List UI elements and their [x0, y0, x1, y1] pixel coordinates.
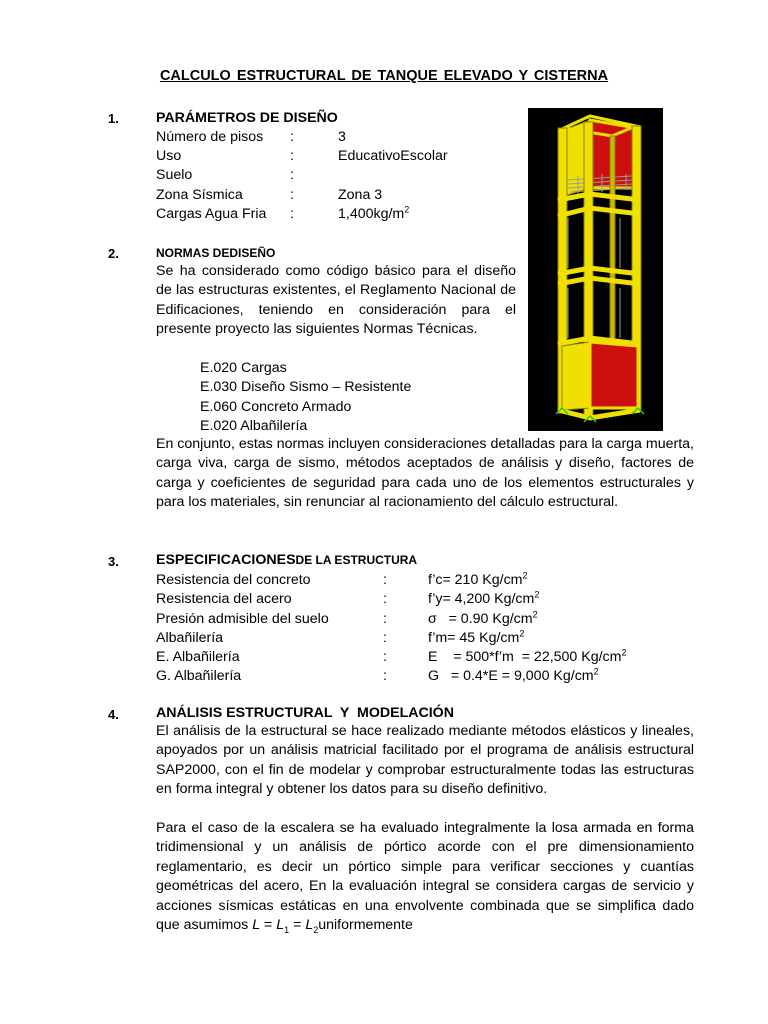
section-3-heading-a: ESPECIFICACIONES [156, 552, 296, 568]
param-separator: : [290, 167, 294, 183]
param-separator: : [290, 187, 294, 203]
spec-value [428, 629, 524, 648]
param-value: Zona 3 [338, 187, 383, 203]
section-4-paragraph-2 [156, 819, 694, 935]
section-2-number: 2. [108, 246, 119, 261]
spec-value [428, 610, 538, 629]
spec-label: E. Albañilería [156, 649, 240, 665]
spec-label: Albañilería [156, 630, 224, 646]
spec-separator: : [383, 668, 387, 684]
beams [558, 194, 640, 344]
bottom-panel-left [562, 342, 590, 410]
superscript: 2 [404, 204, 410, 215]
section-1-heading: PARÁMETROS DE DISEÑO [156, 110, 338, 126]
spec-label: Presión admisible del suelo [156, 611, 329, 627]
bottom-panel-right [590, 342, 638, 408]
section-2-heading: NORMAS DEDISEÑO [156, 246, 276, 260]
param-label: Número de pisos [156, 129, 264, 145]
document-title: CALCULO ESTRUCTURAL DE TANQUE ELEVADO Y CISTERNA [159, 68, 609, 84]
norm-item: E.030 Diseño Sismo – Resistente [200, 379, 412, 395]
spec-value-text: f’y= 4,200 Kg/cm [428, 591, 535, 607]
superscript: 2 [519, 628, 525, 639]
param-separator: : [290, 129, 294, 145]
superscript: 2 [621, 647, 627, 658]
param-value-text: 1,400kg/m [338, 206, 405, 222]
spec-value [428, 667, 599, 686]
section-1-number: 1. [108, 111, 119, 126]
section-4-heading: ANÁLISIS ESTRUCTURAL Y MODELACIÓN [156, 705, 454, 721]
spec-value-text: f’m= 45 Kg/cm [428, 630, 520, 646]
eq-L1: L [276, 917, 285, 934]
section-3-number: 3. [108, 554, 119, 569]
param-label: Uso [156, 148, 182, 164]
superscript: 2 [534, 589, 540, 600]
spec-separator: : [383, 611, 387, 627]
param-value [338, 205, 409, 224]
norm-item: E.020 Albañilería [200, 418, 308, 434]
eq-equals: = [289, 917, 306, 934]
superscript: 2 [593, 666, 599, 677]
spec-value [428, 590, 539, 609]
spec-separator: : [383, 649, 387, 665]
spec-separator: : [383, 630, 387, 646]
spec-separator: : [383, 572, 387, 588]
norm-item: E.020 Cargas [200, 360, 287, 376]
section-4-number: 4. [108, 707, 119, 722]
eq-subscript-1: 1 [284, 924, 290, 935]
eq-tail: uniformemente [318, 917, 413, 934]
param-separator: : [290, 206, 294, 222]
spec-label: G. Albañilería [156, 668, 242, 684]
eq-L: L [252, 917, 261, 934]
param-label: Suelo [156, 167, 193, 183]
spec-separator: : [383, 591, 387, 607]
spec-label: Resistencia del acero [156, 591, 292, 607]
section-3-heading [156, 551, 417, 570]
paragraph-text: Para el caso de la escalera se ha evaluado integralmente la losa armada en forma tridimensional y un análisis de pórtico acorde con el pre dimensionamiento reglamentario, es decir un pórtico simple para verificar secciones y cuantías geométricas del acero, En la evaluación integral se considera cargas de servicio y acciones sísmicas estáticas en una envolvente combinada que se simplifica dado que asumimos [156, 820, 694, 934]
param-label: Cargas Agua Fria [156, 206, 267, 222]
spec-value [428, 648, 627, 667]
eq-subscript-2: 2 [313, 924, 319, 935]
param-separator: : [290, 148, 294, 164]
spec-label: Resistencia del concreto [156, 572, 311, 588]
spec-value-text: σ = 0.90 Kg/cm [428, 611, 533, 627]
eq-L2: L [305, 917, 314, 934]
spec-value [428, 571, 528, 590]
norm-item: E.060 Concreto Armado [200, 399, 352, 415]
section-2-closing: En conjunto, estas normas incluyen consideraciones detalladas para la carga muerta, carga viva, carga de sismo, métodos aceptados de análisis y diseño, factores de carga y coeficientes de seguridad para cada uno de los elementos estructurales y para los materiales, sin renunciar al racionamiento del cálculo estructural. [156, 436, 694, 511]
section-2-intro: Se ha considerado como código básico para el diseño de las estructuras existentes, el Reglamento Nacional de Edificaciones, teniendo en consideración para el presente proyecto las siguientes Normas Técnicas. [156, 263, 516, 338]
param-label: Zona Sísmica [156, 187, 243, 203]
superscript: 2 [522, 570, 528, 581]
spec-value-text: f’c= 210 Kg/cm [428, 572, 523, 588]
eq-equals: = [260, 917, 277, 934]
base-beam [558, 410, 640, 418]
tank-model-figure [528, 108, 663, 431]
spec-value-text: E = 500*f’m = 22,500 Kg/cm [428, 649, 622, 665]
section-4-paragraph-1: El análisis de la estructural se hace realizado mediante métodos elásticos y lineales, apoyados por un análisis matricial facilitado por el programa de análisis estructural SAP2000, con el fin de modelar y comprobar estructuralmente todas las estructuras en forma integral y obtener los datos para su diseño definitivo. [156, 723, 694, 798]
spec-value-text: G = 0.4*E = 9,000 Kg/cm [428, 668, 594, 684]
param-value: EducativoEscolar [338, 148, 448, 164]
section-3-heading-b: DE LA ESTRUCTURA [295, 553, 418, 567]
superscript: 2 [532, 609, 538, 620]
param-value: 3 [338, 129, 346, 145]
tank-model-drawing [528, 108, 663, 431]
